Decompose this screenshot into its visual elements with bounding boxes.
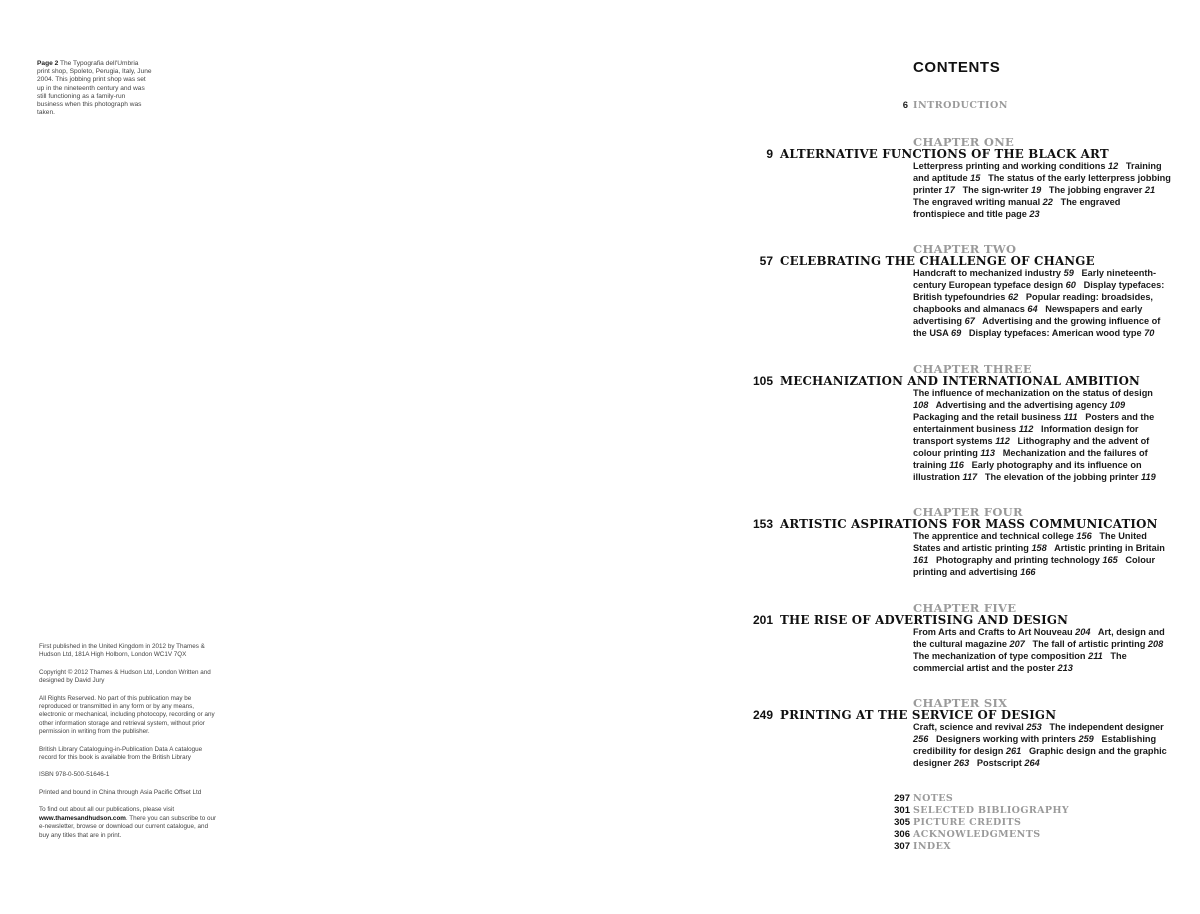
chapter-label: CHAPTER TWO <box>913 242 1017 256</box>
section-entry: Mechanization and the failures of training 116 <box>913 448 1148 470</box>
chapter-label: CHAPTER SIX <box>913 696 1008 710</box>
endmatter-title: NOTES <box>913 793 954 804</box>
section-page-number: 15 <box>970 173 981 183</box>
section-entry: Craft, science and revival 253 <box>913 722 1042 732</box>
chapter-section-list <box>913 721 1173 769</box>
caption-label: Page 2 <box>37 60 59 67</box>
imprint-rights: All Rights Reserved. No part of this publication may be reproduced or transmitted in any form or by any means, electronic or mechanical, including photocopy, recording or any other information storage and retrieval system, without prior permission in writing from the publisher. <box>39 694 215 736</box>
endmatter-page-number: 301 <box>894 805 910 816</box>
section-page-number: 23 <box>1029 209 1040 219</box>
intro-page: 6 <box>902 100 908 111</box>
chapter-title: ARTISTIC ASPIRATIONS FOR MASS COMMUNICATION <box>780 517 1158 531</box>
section-page-number: 263 <box>953 758 970 768</box>
section-entry: The influence of mechanization on the status of design 108 <box>913 388 1153 410</box>
section-entry: The engraved frontispiece and title page 23 <box>913 197 1121 219</box>
chapter-title: MECHANIZATION AND INTERNATIONAL AMBITION <box>780 374 1141 388</box>
section-entry: Art, design and the cultural magazine 207 <box>913 627 1165 649</box>
imprint-website-pre: To find out about all our publications, please visit <box>39 806 175 814</box>
chapter-page-number: 249 <box>752 708 773 722</box>
section-entry: The apprentice and technical college 156 <box>913 531 1092 541</box>
section-page-number: 111 <box>1063 412 1078 422</box>
section-page-number: 112 <box>1018 424 1034 434</box>
section-entry: The independent designer 256 <box>913 722 1164 744</box>
section-page-number: 60 <box>1065 280 1076 290</box>
section-entry: Colour printing and advertising 166 <box>913 555 1156 577</box>
chapter-title: PRINTING AT THE SERVICE OF DESIGN <box>780 708 1057 722</box>
section-entry: The United States and artistic printing 158 <box>913 531 1147 553</box>
chapter-title: CELEBRATING THE CHALLENGE OF CHANGE <box>780 254 1095 268</box>
endmatter-title: ACKNOWLEDGMENTS <box>913 829 1041 840</box>
section-page-number: 59 <box>1063 268 1074 278</box>
section-page-number: 161 <box>913 555 929 565</box>
section-page-number: 256 <box>913 734 929 744</box>
section-page-number: 166 <box>1020 567 1036 577</box>
chapter-label: CHAPTER THREE <box>913 362 1032 376</box>
section-page-number: 116 <box>949 460 964 470</box>
section-entry: Establishing credibility for design 261 <box>913 734 1157 756</box>
section-entry: Posters and the entertainment business 112 <box>913 412 1155 434</box>
section-page-number: 207 <box>1009 639 1025 649</box>
section-page-number: 12 <box>1108 161 1119 171</box>
section-page-number: 17 <box>944 185 955 195</box>
section-page-number: 264 <box>1024 758 1040 768</box>
section-entry: The commercial artist and the poster 213 <box>913 651 1127 673</box>
section-entry: Handcraft to mechanized industry 59 <box>913 268 1074 278</box>
imprint-copyright: Copyright © 2012 Thames & Hudson Ltd, London Written and designed by David Jury <box>39 668 211 685</box>
toc-endmatter-entry[interactable] <box>0 793 1200 805</box>
section-entry: Information design for transport systems 112 <box>913 424 1139 446</box>
chapter-page-number: 105 <box>752 374 773 388</box>
chapter-page-number: 153 <box>752 517 773 531</box>
endmatter-page-number: 307 <box>894 841 910 852</box>
chapter-page-number: 201 <box>752 613 773 627</box>
imprint-publication: First published in the United Kingdom in 2012 by Thames & Hudson Ltd, 181A High Holborn, London WC1V 7QX <box>39 643 205 659</box>
section-page-number: 22 <box>1042 197 1053 207</box>
section-page-number: 213 <box>1057 663 1073 673</box>
section-entry: Graphic design and the graphic designer 263 <box>913 746 1167 768</box>
section-entry: Early photography and its influence on illustration 117 <box>913 460 1142 482</box>
imprint-cip: British Library Cataloguing-in-Publication Data A catalogue record for this book is available from the British Library <box>39 745 203 762</box>
section-entry: The fall of artistic printing 208 <box>1032 639 1164 649</box>
section-page-number: 208 <box>1147 639 1164 649</box>
section-page-number: 69 <box>950 328 962 338</box>
section-entry: Postscript 264 <box>976 758 1040 768</box>
website-link[interactable]: www.thamesandhudson.com <box>39 814 126 822</box>
section-entry: Popular reading: broadsides, chapbooks and almanacs 64 <box>913 292 1153 314</box>
section-page-number: 261 <box>1005 746 1022 756</box>
chapter-section-list <box>913 160 1173 220</box>
section-page-number: 108 <box>913 400 929 410</box>
chapter-title: THE RISE OF ADVERTISING AND DESIGN <box>780 613 1069 627</box>
section-entry: The elevation of the jobbing printer 119 <box>984 472 1156 482</box>
endmatter-page-number: 305 <box>894 817 910 828</box>
section-entry: Advertising and the growing influence of the USA 69 <box>913 316 1161 338</box>
intro-title: INTRODUCTION <box>913 100 1008 111</box>
section-entry: The status of the early letterpress jobbing printer 17 <box>913 173 1171 195</box>
section-page-number: 113 <box>980 448 996 458</box>
section-page-number: 62 <box>1007 292 1019 302</box>
section-entry: The jobbing engraver 21 <box>1048 185 1156 195</box>
section-page-number: 21 <box>1144 185 1156 195</box>
section-page-number: 117 <box>962 472 978 482</box>
imprint-website-post: . There you can subscribe to our e-newsletter, browse or download our current catalogue, and buy any titles that are in print. <box>39 814 217 839</box>
section-page-number: 119 <box>1141 472 1156 482</box>
section-page-number: 109 <box>1109 400 1126 410</box>
section-entry: The sign-writer 19 <box>962 185 1042 195</box>
caption-text: The Typografia dell'Umbria print shop, Spoleto, Perugia, Italy, June 2004. This jobbing print shop was set up in the nineteenth century and was still functioning as a family-run business when this photograph was taken. <box>37 60 152 117</box>
section-page-number: 204 <box>1075 627 1091 637</box>
section-page-number: 211 <box>1088 651 1103 661</box>
endmatter-title: SELECTED BIBLIOGRAPHY <box>913 805 1070 816</box>
chapter-section-list <box>913 387 1173 483</box>
chapter-page-number: 9 <box>766 147 773 161</box>
endmatter-page-number: 297 <box>894 793 910 804</box>
chapter-section-list <box>913 530 1173 578</box>
section-entry: Newspapers and early advertising 67 <box>913 304 1143 326</box>
endmatter-title: INDEX <box>913 841 951 852</box>
section-entry: Artistic printing in Britain 161 <box>913 543 1165 565</box>
section-page-number: 64 <box>1027 304 1038 314</box>
chapter-label: CHAPTER FIVE <box>913 601 1017 615</box>
toc-endmatter-entry[interactable] <box>0 841 1200 853</box>
section-entry: The mechanization of type composition 211 <box>913 651 1103 661</box>
section-entry: Designers working with printers 259 <box>936 734 1094 744</box>
chapter-section-list <box>913 267 1173 339</box>
section-page-number: 156 <box>1076 531 1092 541</box>
section-page-number: 165 <box>1102 555 1118 565</box>
section-page-number: 67 <box>964 316 975 326</box>
section-page-number: 19 <box>1030 185 1042 195</box>
section-entry: Lithography and the advent of colour printing 113 <box>913 436 1150 458</box>
section-entry: Packaging and the retail business 111 <box>913 412 1078 422</box>
section-page-number: 158 <box>1031 543 1047 553</box>
section-entry: Training and aptitude 15 <box>913 161 1162 183</box>
chapter-label: CHAPTER FOUR <box>913 505 1023 519</box>
section-entry: Display typefaces: British typefoundries 62 <box>913 280 1165 302</box>
section-entry: The engraved writing manual 22 <box>913 197 1053 207</box>
chapter-title: ALTERNATIVE FUNCTIONS OF THE BLACK ART <box>780 147 1109 161</box>
section-entry: Advertising and the advertising agency 109 <box>935 400 1126 410</box>
section-entry: Letterpress printing and working conditions 12 <box>913 161 1119 171</box>
section-page-number: 253 <box>1026 722 1042 732</box>
imprint-printer: Printed and bound in China through Asia Pacific Offset Ltd <box>39 788 202 796</box>
chapter-page-number: 57 <box>759 254 773 268</box>
section-entry: Display typefaces: American wood type 70 <box>968 328 1155 338</box>
toc-endmatter-entry[interactable] <box>0 805 1200 817</box>
section-page-number: 70 <box>1144 328 1155 338</box>
chapter-section-list <box>913 626 1173 674</box>
section-entry: Photography and printing technology 165 <box>936 555 1118 565</box>
toc-endmatter-entry[interactable] <box>0 829 1200 841</box>
endmatter-page-number: 306 <box>894 829 910 840</box>
section-page-number: 112 <box>995 436 1010 446</box>
imprint-isbn: ISBN 978-0-500-51646-1 <box>39 771 110 779</box>
section-entry: Early nineteenth-century European typeface design 60 <box>913 268 1157 290</box>
section-entry: From Arts and Crafts to Art Nouveau 204 <box>913 627 1091 637</box>
chapter-label: CHAPTER ONE <box>913 135 1015 149</box>
toc-title: CONTENTS <box>913 59 1001 76</box>
endmatter-title: PICTURE CREDITS <box>913 817 1022 828</box>
section-page-number: 259 <box>1078 734 1094 744</box>
photo-caption <box>37 60 152 117</box>
